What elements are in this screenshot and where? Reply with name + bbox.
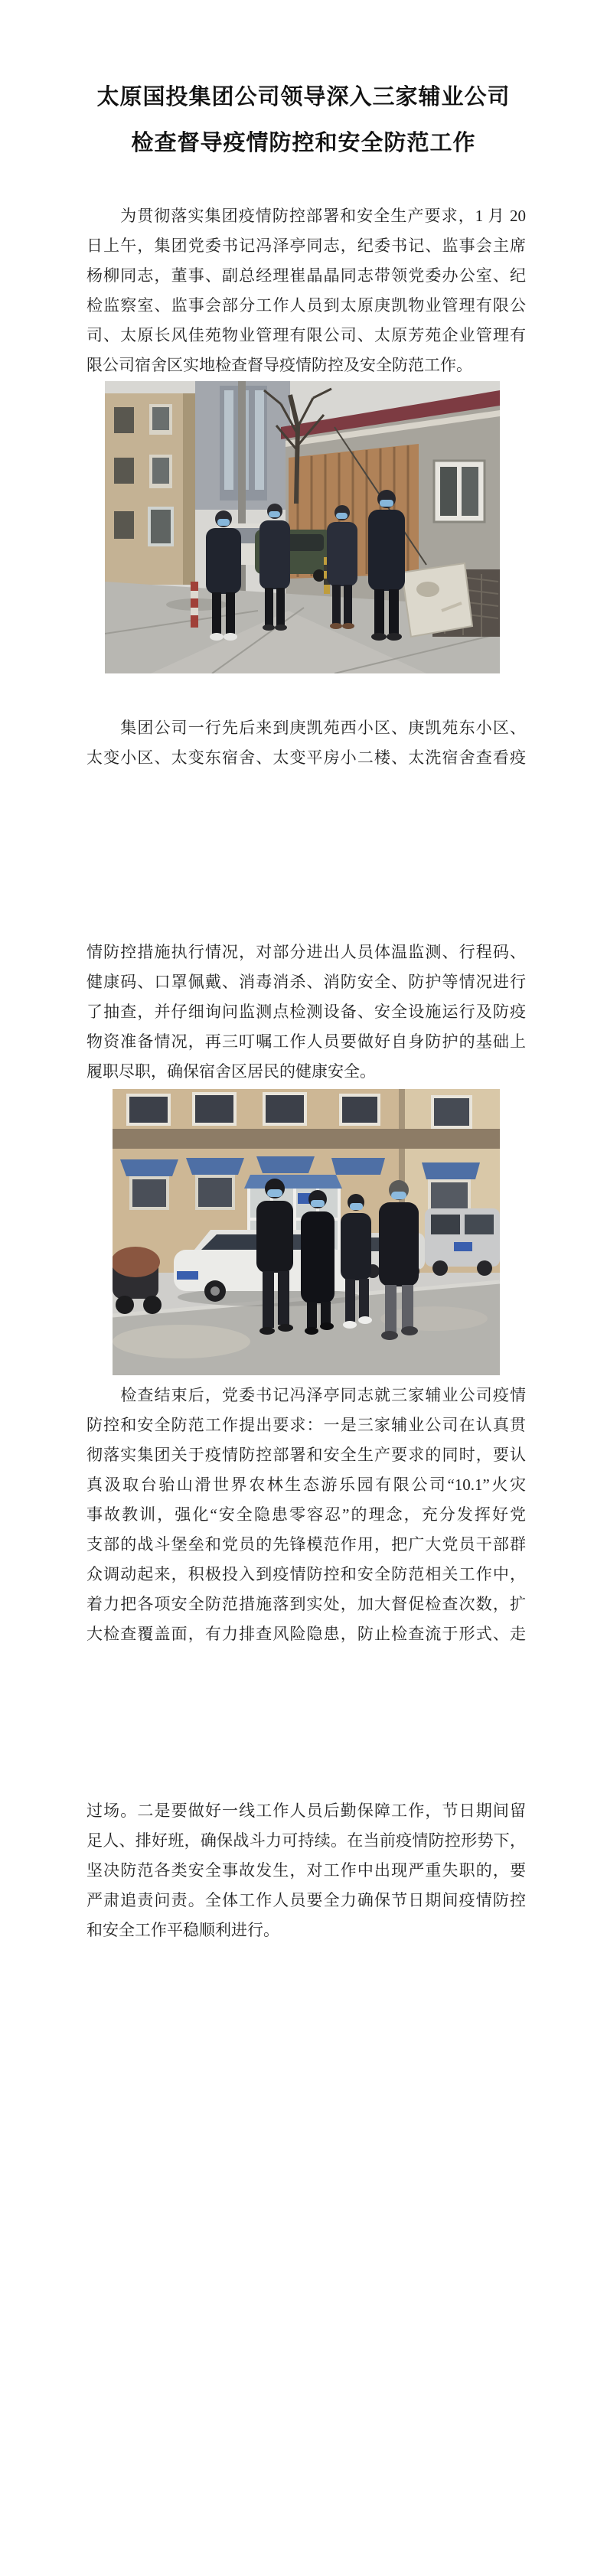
text-line: 检查结束后，党委书记冯泽亭同志就三家辅业公司疫情 bbox=[86, 1386, 526, 1404]
text-line: 司、太原长风佳苑物业管理有限公司、太原芳苑企业管理有 bbox=[86, 326, 526, 344]
text-line: 物资准备情况，再三叮嘱工作人员要做好自身防护的基础上 bbox=[86, 1032, 526, 1051]
paragraph-3-part-b bbox=[86, 1796, 526, 1945]
text-line: 集团公司一行先后来到庚凯苑西小区、庚凯苑东小区、 bbox=[86, 719, 526, 737]
text-line: 情防控措施执行情况，对部分进出人员体温监测、行程码、 bbox=[86, 943, 526, 961]
text-line: 防控和安全防范工作提出要求：一是三家辅业公司在认真贯 bbox=[86, 1416, 526, 1434]
text-line: 大检查覆盖面，有力排查风险隐患，防止检查流于形式、走 bbox=[86, 1625, 526, 1643]
text-line: 履职尽职，确保宿舍区居民的健康安全。 bbox=[86, 1062, 376, 1081]
text-line: 检监察室、监事会部分工作人员到太原庚凯物业管理有限公 bbox=[86, 296, 526, 315]
text-line: 限公司宿舍区实地检查督导疫情防控及安全防范工作。 bbox=[86, 356, 472, 374]
text-line: 彻落实集团关于疫情防控部署和安全生产要求的同时，要认 bbox=[86, 1446, 526, 1464]
article-title bbox=[0, 74, 607, 166]
paragraph-2-part-b bbox=[86, 937, 526, 1087]
text-line: 真汲取台骀山滑世界农林生态游乐园有限公司“10.1”火灾 bbox=[86, 1475, 526, 1494]
paragraph-3-part-a bbox=[86, 1381, 526, 1649]
text-line: 事故教训，强化“安全隐患零容忍”的理念，充分发挥好党 bbox=[86, 1505, 526, 1524]
text-line: 坚决防范各类安全事故发生，对工作中出现严重失职的，要 bbox=[86, 1861, 526, 1880]
article-title-line-1: 太原国投集团公司领导深入三家辅业公司 bbox=[96, 85, 511, 109]
text-line: 为贯彻落实集团疫情防控部署和安全生产要求，1 月 20 bbox=[86, 207, 526, 225]
text-line: 和安全工作平稳顺利进行。 bbox=[86, 1921, 279, 1939]
text-line: 支部的战斗堡垒和党员的先锋模范作用，把广大党员干部群 bbox=[86, 1535, 526, 1554]
motorcycle bbox=[113, 1247, 162, 1314]
silver-van bbox=[425, 1208, 500, 1276]
text-line: 了抽查，并仔细询问监测点检测设备、安全设施运行及防疫 bbox=[86, 1003, 526, 1021]
paragraph-1 bbox=[86, 201, 526, 380]
text-line: 杨柳同志，董事、副总经理崔晶晶同志带领党委办公室、纪 bbox=[86, 266, 526, 285]
text-line: 足人、排好班，确保战斗力可持续。在当前疫情防控形势下， bbox=[86, 1831, 526, 1850]
text-line: 着力把各项安全防范措施落到实处，加大督促检查次数，扩 bbox=[86, 1595, 526, 1613]
paragraph-2-part-a bbox=[86, 713, 526, 773]
text-line: 太变小区、太变东宿舍、太变平房小二楼、太洗宿舍查看疫 bbox=[86, 748, 526, 767]
leaning-panel bbox=[402, 563, 472, 637]
text-line: 健康码、口罩佩戴、消毒消杀、消防安全、防护等情况进行 bbox=[86, 973, 526, 991]
striped-bollard-red bbox=[191, 582, 198, 628]
photo-compound-walk bbox=[113, 1089, 500, 1375]
text-line: 严肃追责问责。全体工作人员要全力确保节日期间疫情防控 bbox=[86, 1891, 526, 1909]
text-line: 过场。二是要做好一线工作人员后勤保障工作，节日期间留 bbox=[86, 1802, 526, 1820]
article-title-line-2: 检查督导疫情防控和安全防范工作 bbox=[131, 131, 476, 155]
photo-courtyard-inspection bbox=[105, 381, 500, 673]
text-line: 日上午，集团党委书记冯泽亭同志，纪委书记、监事会主席 bbox=[86, 236, 526, 255]
text-line: 众调动起来，积极投入到疫情防控和安全防范相关工作中， bbox=[86, 1565, 526, 1583]
